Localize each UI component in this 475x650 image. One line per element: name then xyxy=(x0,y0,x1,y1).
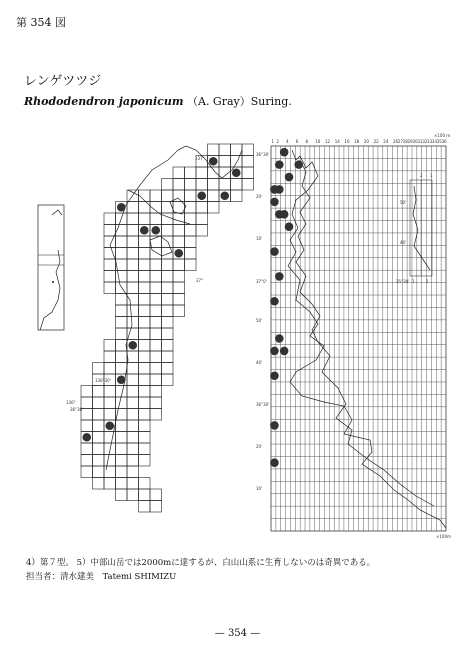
right-lat-label: 36°30' xyxy=(256,152,270,157)
occurrence-dot xyxy=(275,185,284,194)
footnote-note: 4）第７型。 5）中部山岳では2000mに達するが、白山山系に生育しないのは奇異である。 xyxy=(26,558,376,568)
right-lat-label: 10' xyxy=(256,236,263,241)
top-axis-label: 31 xyxy=(417,139,423,144)
top-axis-label: 33 xyxy=(427,139,433,144)
lon-label-137: 137° xyxy=(195,156,205,161)
occurrence-dot xyxy=(275,334,284,343)
right-lat-label: 10' xyxy=(256,486,263,491)
top-axis-label: 4 xyxy=(286,139,289,144)
occurrence-dot xyxy=(270,247,279,256)
right-lat-label: 40' xyxy=(256,360,263,365)
inset-label-50: 50' xyxy=(400,200,407,205)
occurrence-dot xyxy=(294,160,303,169)
top-axis-label: 32 xyxy=(422,139,428,144)
right-lat-labels xyxy=(256,152,269,491)
lon-label-136: 136° xyxy=(66,400,76,405)
top-axis-label: 26 xyxy=(393,139,399,144)
right-lat-label: 50' xyxy=(256,318,263,323)
occurrence-dot xyxy=(280,210,289,219)
page-number: — 354 — xyxy=(214,628,261,639)
lat-label-36-30: 36°30' xyxy=(70,407,84,412)
latin-author: （A. Gray）Suring. xyxy=(187,95,292,108)
top-axis-label: 30 xyxy=(412,139,418,144)
inset-label-40: 40' xyxy=(400,240,407,245)
top-axis-label: 28 xyxy=(402,139,408,144)
top-axis-label: 22 xyxy=(373,139,379,144)
inset-label-bottom-2: 2 xyxy=(426,279,429,284)
occurrence-dot xyxy=(270,347,279,356)
footnote-author: 担当者：清水建美 Tatemi SHIMIZU xyxy=(26,572,177,582)
occurrence-dot xyxy=(270,297,279,306)
inset-label-35-30: 35°30' xyxy=(396,279,410,284)
occurrence-dot xyxy=(270,371,279,380)
top-axis-label: 1 xyxy=(271,139,275,144)
top-axis-label: 20 xyxy=(363,139,369,144)
occurrence-dot xyxy=(285,173,294,182)
lon-label-136-30: 136°30' xyxy=(95,378,111,383)
top-axis-label: 2 xyxy=(276,139,279,144)
top-axis-label: 27 xyxy=(397,139,403,144)
inset-label-top-1: 1 xyxy=(430,173,433,178)
occurrence-dot xyxy=(270,198,279,207)
occurrence-dot xyxy=(270,421,279,430)
occurrence-dot xyxy=(275,272,284,281)
occurrence-dot xyxy=(275,160,284,169)
top-axis-label: 29 xyxy=(407,139,413,144)
occurrence-dot xyxy=(280,148,289,157)
species-japanese-name: レンゲツツジ xyxy=(24,74,102,89)
top-axis-label: 10 xyxy=(315,139,321,144)
top-axis-label: 24 xyxy=(383,139,389,144)
right-map-grid xyxy=(271,146,446,531)
right-lat-label: 37°0' xyxy=(256,279,267,284)
latin-genus-species: Rhododendron japonicum xyxy=(24,95,184,108)
occurrence-dot xyxy=(280,347,289,356)
right-top-unit: ×100 m xyxy=(434,133,451,138)
top-axis-label: 34 xyxy=(431,139,438,144)
top-axis-label: 16 xyxy=(344,139,350,144)
figure-number: 第 354 図 xyxy=(16,16,66,29)
right-bottom-unit: ×100m xyxy=(436,534,451,539)
inset-label-bottom-1: 1 xyxy=(412,279,415,284)
occurrence-dot xyxy=(285,222,294,231)
right-lat-label: 20' xyxy=(256,194,263,199)
lat-label-37: 37° xyxy=(196,278,204,283)
altitude-profile xyxy=(288,150,446,528)
inset-label-top-2: 2 xyxy=(420,173,423,178)
top-axis-label: 14 xyxy=(334,139,340,144)
top-axis-label: 36 xyxy=(441,139,447,144)
top-axis-label: 6 xyxy=(295,139,299,144)
right-inset-graph xyxy=(396,173,433,284)
top-axis-label: 35 xyxy=(436,139,442,144)
right-lat-label: 20' xyxy=(256,444,263,449)
top-axis-label: 18 xyxy=(354,139,360,144)
top-axis-label: 8 xyxy=(305,139,309,144)
occurrence-dot xyxy=(270,458,279,467)
right-top-axis xyxy=(272,139,448,144)
top-axis-label: 12 xyxy=(324,139,331,144)
right-lat-label: 36°30' xyxy=(256,402,270,407)
